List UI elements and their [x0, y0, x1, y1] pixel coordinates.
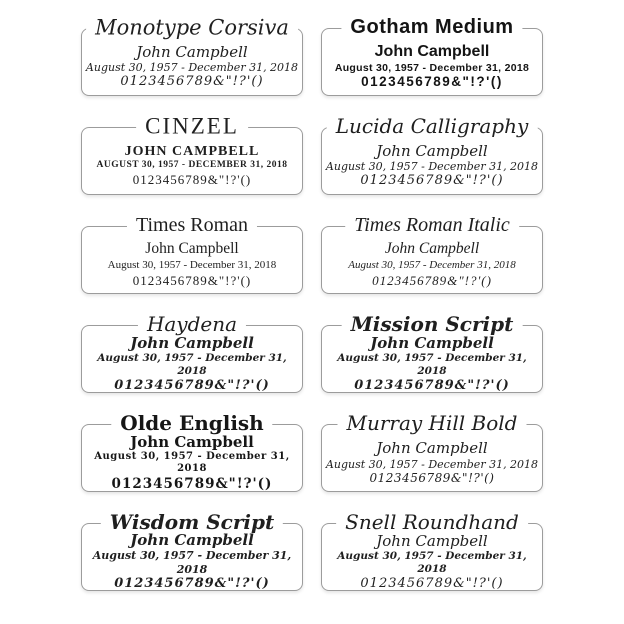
- font-name-title: Lucida Calligraphy: [327, 116, 538, 137]
- font-sample-box: [321, 312, 543, 393]
- sample-characters: 0123456789&"!?'(): [354, 377, 510, 393]
- font-sample-box: [81, 411, 303, 492]
- font-card-monotype-corsiva: [81, 8, 303, 107]
- font-card-mission-script: [321, 305, 543, 404]
- font-card-times-roman: [81, 206, 303, 305]
- sample-characters: 0123456789&"!?'(): [360, 575, 504, 591]
- sample-name: JOHN CAMPBELL: [124, 144, 260, 160]
- font-card-murray-hill-bold: [321, 404, 543, 503]
- font-sample-content: [322, 29, 542, 95]
- font-sample-content: [322, 425, 542, 491]
- font-name-title: Murray Hill Bold: [338, 413, 527, 434]
- font-sample-content: [82, 524, 302, 590]
- font-sample-content: [322, 326, 542, 392]
- font-card-times-roman-italic: [321, 206, 543, 305]
- sample-dates: August 30, 1957 - December 31, 2018: [107, 259, 277, 272]
- font-name-title: Haydena: [138, 314, 246, 335]
- font-sample-box: [321, 214, 543, 294]
- sample-name: John Campbell: [136, 42, 248, 61]
- font-sample-content: [322, 227, 542, 293]
- font-card-snell-roundhand: [321, 503, 543, 602]
- font-sample-box: [321, 16, 543, 96]
- font-sample-box: [321, 411, 543, 492]
- sample-dates: August 30, 1957 - December 31, 2018: [325, 457, 539, 471]
- sample-name: John Campbell: [374, 43, 490, 61]
- font-sample-box: [81, 15, 303, 96]
- font-name-title: Gotham Medium: [341, 17, 522, 38]
- sample-name: John Campbell: [376, 439, 488, 458]
- sample-characters: 0123456789&"!?'(): [361, 74, 503, 90]
- sample-name: John Campbell: [130, 432, 254, 451]
- sample-dates: August 30, 1957 - December 31, 2018: [94, 451, 290, 475]
- font-sample-content: [82, 425, 302, 491]
- font-sample-box: [81, 214, 303, 294]
- font-sample-content: [82, 128, 302, 194]
- font-sample-box: [321, 114, 543, 195]
- sample-dates: AUGUST 30, 1957 - DECEMBER 31, 2018: [96, 160, 288, 171]
- sample-name: John Campbell: [384, 240, 480, 258]
- sample-dates: August 30, 1957 - December 31, 2018: [334, 61, 530, 74]
- font-card-gotham-medium: [321, 8, 543, 107]
- sample-dates: August 30, 1957 - December 31, 2018: [97, 351, 287, 377]
- font-sample-content: [322, 524, 542, 590]
- sample-name: John Campbell: [145, 240, 239, 258]
- sample-name: John Campbell: [376, 141, 488, 160]
- sample-dates: August 30, 1957 - December 31, 2018: [348, 259, 516, 272]
- font-card-cinzel: [81, 107, 303, 206]
- sample-characters: 0123456789&"!?'(): [111, 475, 273, 492]
- sample-dates: August 30, 1957 - December 31, 2018: [92, 549, 292, 576]
- sample-characters: 0123456789&"!?'(): [132, 272, 252, 288]
- sample-characters: 0123456789&"!?'(): [120, 74, 264, 90]
- sample-dates: August 30, 1957 - December 31, 2018: [325, 160, 539, 174]
- sample-characters: 0123456789&"!?'(): [369, 471, 495, 486]
- sample-dates: August 30, 1957 - December 31, 2018: [337, 549, 527, 575]
- font-name-title: Olde English: [111, 413, 272, 434]
- sample-name: John Campbell: [376, 531, 488, 550]
- font-name-title: Mission Script: [342, 314, 523, 335]
- font-name-title: Monotype Corsiva: [86, 17, 298, 39]
- font-sample-content: [82, 227, 302, 293]
- font-card-lucida-calligraphy: [321, 107, 543, 206]
- font-sample-content: [82, 326, 302, 392]
- font-name-title: Wisdom Script: [101, 512, 283, 533]
- font-card-wisdom-script: [81, 503, 303, 602]
- sample-dates: August 30, 1957 - December 31, 2018: [85, 61, 299, 75]
- sample-characters: 0123456789&"!?'(): [372, 272, 492, 288]
- font-sample-box: [81, 510, 303, 592]
- sample-name: John Campbell: [370, 333, 494, 352]
- font-sample-box: [81, 312, 303, 393]
- sample-dates: August 30, 1957 - December 31, 2018: [337, 351, 527, 377]
- font-sample-content: [322, 128, 542, 194]
- font-card-olde-english: [81, 404, 303, 503]
- sample-characters: 0123456789&"!?'(): [132, 171, 252, 187]
- sample-name: John Campbell: [130, 531, 254, 550]
- font-card-haydena: [81, 305, 303, 404]
- font-sample-box: [81, 113, 303, 195]
- sample-characters: 0123456789&"!?'(): [360, 173, 504, 189]
- sample-name: John Campbell: [130, 333, 254, 352]
- font-sample-content: [82, 29, 302, 95]
- font-sample-box: [321, 510, 543, 591]
- font-name-title: Times Roman Italic: [345, 215, 519, 236]
- font-name-title: Snell Roundhand: [336, 512, 528, 533]
- sample-characters: 0123456789&"!?'(): [114, 377, 270, 393]
- sample-characters: 0123456789&"!?'(): [114, 576, 270, 592]
- font-name-title: CINZEL: [136, 114, 248, 138]
- font-name-title: Times Roman: [127, 215, 257, 236]
